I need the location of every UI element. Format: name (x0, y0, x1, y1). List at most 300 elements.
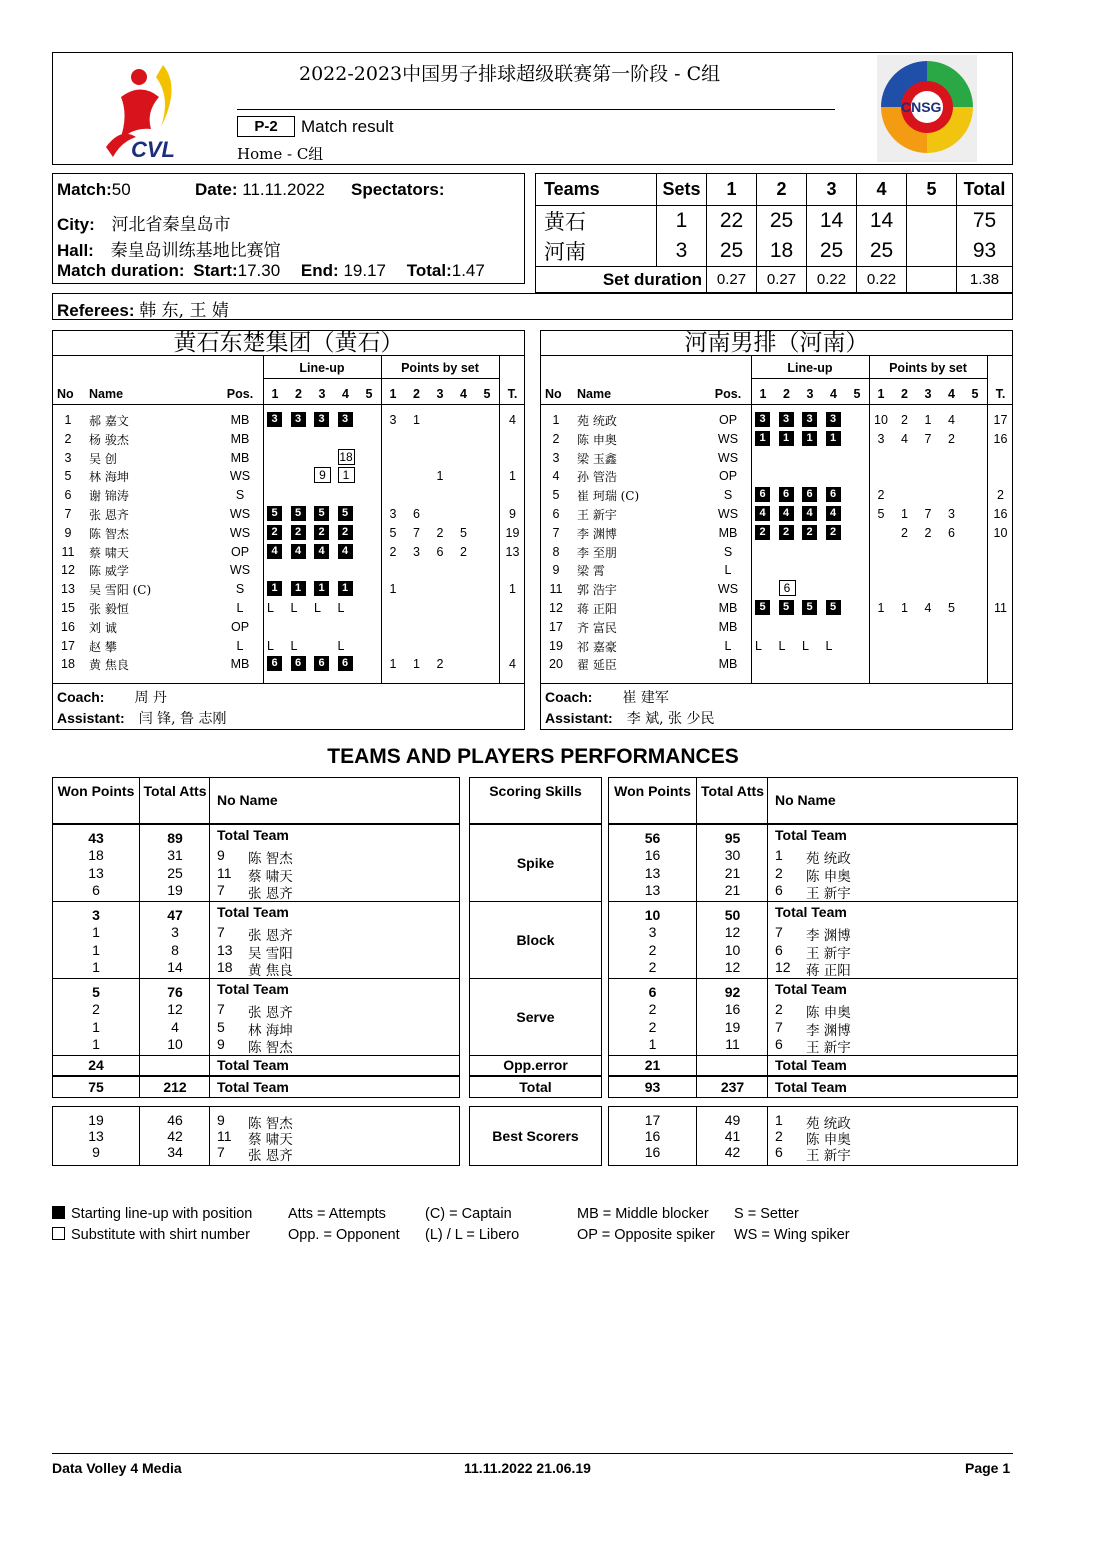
assistant-coach: Assistant: 闫 锋, 鲁 志刚 (57, 710, 227, 727)
points-by-set: 2 (901, 525, 908, 540)
player-total: 1 (509, 582, 516, 597)
lineup-start-box: 6 (826, 487, 841, 502)
player-position: MB (230, 450, 250, 465)
player-number: 5 (64, 469, 72, 484)
lineup-start-box: 4 (314, 544, 329, 559)
player-total-atts: 30 (724, 847, 741, 863)
lineup-start-box: 6 (338, 656, 353, 671)
points-by-set: 1 (924, 413, 932, 427)
player-position: WS (717, 507, 739, 521)
player-total: 10 (993, 525, 1008, 540)
title-rule (237, 109, 835, 110)
legend-atts: Atts = Attempts (288, 1206, 386, 1222)
lineup-libero: L (337, 601, 345, 615)
team-total-atts: 92 (724, 984, 741, 1000)
player-number: 9 (217, 847, 225, 863)
header-box (52, 52, 1013, 165)
scoring-skills-header: Scoring Skills (489, 783, 582, 799)
col-pos: Pos. (226, 387, 254, 401)
lineup-start-box: 3 (802, 412, 817, 427)
player-number: 9 (552, 563, 560, 578)
col-total: T. (995, 387, 1006, 401)
player-number: 1 (775, 847, 783, 863)
total-team-label: Total Team (775, 904, 847, 920)
sets-header: Sets (657, 174, 707, 206)
lineup-start-box: 4 (267, 544, 282, 559)
player-name: 林 海坤 (89, 470, 129, 485)
lineup-sub-box: 6 (779, 580, 796, 596)
player-number: 1 (552, 413, 560, 427)
team-won-points: 56 (644, 830, 661, 846)
player-number: 18 (61, 657, 75, 672)
player-number: 13 (61, 582, 75, 597)
lineup-start-box: 6 (755, 487, 770, 502)
score-table (535, 173, 1013, 293)
player-number: 7 (217, 1001, 225, 1017)
points-by-set: 4 (901, 431, 908, 446)
player-row (541, 467, 1014, 485)
best-scorer-atts: 34 (167, 1144, 183, 1160)
report-subtitle: Match result (301, 117, 394, 136)
player-row (53, 580, 526, 598)
player-number: 7 (64, 507, 72, 521)
player-total-atts: 10 (724, 941, 741, 958)
team-total-atts: 47 (167, 907, 183, 923)
cvl-logo (101, 57, 191, 162)
opp-error-value: 21 (644, 1057, 661, 1073)
player-total: 4 (509, 413, 516, 427)
player-won-points: 13 (88, 864, 104, 881)
points-by-set: 2 (877, 488, 885, 503)
cnsg-logo (873, 55, 981, 162)
player-number: 6 (775, 941, 783, 958)
score-row: 河南 3 25 18 25 25 93 (536, 236, 1013, 267)
player-row (541, 543, 1014, 561)
player-row (541, 599, 1014, 617)
player-row (53, 618, 526, 636)
teams-header: Teams (536, 174, 657, 206)
player-name: 张 恩齐 (248, 1005, 293, 1021)
player-row (53, 430, 526, 448)
spectators-label: Spectators: (351, 180, 445, 199)
opp-error-atts (139, 1055, 210, 1076)
player-name: 陈 申奥 (806, 868, 851, 885)
player-total-atts: 25 (167, 864, 183, 881)
lineup-start-box: 1 (826, 431, 841, 446)
lineup-start-box: 3 (314, 412, 329, 427)
player-position: WS (229, 525, 251, 540)
col-pos: Pos. (714, 387, 742, 401)
player-total: 16 (993, 431, 1008, 446)
points-by-set: 1 (413, 657, 420, 672)
player-name: 黄 焦良 (89, 658, 129, 673)
player-number: 5 (217, 1018, 225, 1035)
col-points-set: 2 (901, 387, 908, 401)
points-by-set: 2 (948, 431, 955, 446)
total-team-label: Total Team (217, 981, 289, 997)
lineup-start-box: 6 (802, 487, 817, 502)
points-by-set: 1 (413, 413, 420, 427)
player-won-points: 16 (644, 847, 661, 863)
team-total-atts: 76 (167, 984, 183, 1000)
points-by-set: 6 (436, 544, 444, 559)
player-number: 2 (64, 431, 72, 446)
player-name: 吴 创 (89, 451, 117, 466)
legend (52, 1206, 952, 1250)
player-name: 苑 统政 (806, 851, 851, 867)
player-position: WS (229, 507, 251, 521)
player-number: 12 (61, 563, 75, 578)
player-number: 12 (549, 601, 563, 615)
footer-right: Page 1 (965, 1460, 1011, 1476)
player-row (53, 655, 526, 673)
lineup-libero: L (337, 638, 345, 653)
player-number: 13 (217, 941, 233, 958)
player-position: S (723, 544, 733, 559)
total-team-label: Total Team (775, 827, 847, 843)
match-hall: Hall: 秦皇岛训练基地比赛馆 (57, 241, 281, 261)
best-scorer-number: 11 (217, 1128, 232, 1144)
player-total: 17 (993, 413, 1008, 427)
legend-starting: Starting line-up with position (52, 1206, 252, 1222)
player-won-points: 2 (92, 1001, 100, 1017)
player-position: OP (230, 544, 250, 559)
lineup-start-box: 1 (755, 431, 770, 446)
player-position: WS (717, 582, 739, 597)
legend-ws: WS = Wing spiker (734, 1227, 850, 1243)
lineup-start-box: 2 (338, 525, 353, 540)
team-total-atts: 89 (167, 830, 183, 846)
set-header: 4 (857, 174, 907, 206)
player-name: 翟 延臣 (577, 658, 617, 673)
best-scorer-name: 王 新宇 (806, 1148, 851, 1164)
player-row (541, 561, 1014, 579)
lineup-start-box: 1 (267, 581, 282, 596)
player-position: MB (230, 431, 250, 446)
player-number: 6 (64, 488, 72, 503)
player-name: 刘 诚 (89, 620, 117, 635)
player-position: L (724, 638, 732, 653)
score-row: 黄石 1 22 25 14 14 75 (536, 206, 1013, 237)
lineup-libero: L (755, 638, 762, 653)
player-row (541, 524, 1014, 542)
team-won-points: 5 (92, 984, 100, 1000)
best-scorer-atts: 42 (724, 1144, 741, 1160)
set-header: 2 (757, 174, 807, 206)
best-scorer-atts: 41 (724, 1128, 741, 1144)
player-position: WS (717, 450, 739, 465)
player-position: MB (230, 657, 250, 672)
player-total-atts: 14 (167, 959, 183, 975)
player-total: 4 (509, 657, 516, 672)
player-number: 11 (61, 544, 75, 559)
lineup-start-box: 1 (314, 581, 329, 596)
col-total: T. (507, 387, 518, 401)
player-name: 李 渊博 (806, 1022, 851, 1039)
player-name: 苑 统政 (577, 414, 617, 428)
player-position: S (235, 582, 245, 597)
lineup-start-box: 2 (826, 525, 841, 540)
lineup-header: Line-up (299, 361, 345, 375)
player-position: L (236, 638, 244, 653)
col-points-set: 3 (436, 387, 444, 401)
player-row (541, 580, 1014, 598)
legend-opp: Opp. = Opponent (288, 1227, 400, 1243)
lineup-start-box: 2 (267, 525, 282, 540)
match-duration: Match duration: Start:17.30 End: 19.17 Total:1.47 (57, 261, 485, 280)
player-name: 陈 智杰 (89, 526, 129, 541)
player-row (53, 411, 526, 429)
player-row (541, 486, 1014, 504)
player-name: 陈 申奥 (806, 1005, 851, 1021)
set-duration-row: Set duration 0.27 0.27 0.22 0.22 1.38 (536, 267, 1013, 293)
player-number: 19 (549, 638, 563, 653)
player-position: MB (718, 619, 738, 634)
won-points-header: Won Points (614, 783, 691, 799)
lineup-libero: L (290, 638, 298, 653)
player-name: 陈 智杰 (248, 1040, 293, 1056)
player-number: 18 (217, 959, 233, 975)
lineup-header: Line-up (787, 361, 833, 375)
total-atts-header: Total Atts (701, 783, 764, 799)
best-scorer-won: 16 (644, 1144, 661, 1160)
best-scorer-number: 7 (217, 1144, 225, 1160)
team-won-points: 6 (648, 984, 657, 1000)
lineup-libero: L (290, 601, 298, 615)
best-scorer-won: 13 (88, 1128, 104, 1144)
points-by-set: 3 (877, 431, 885, 446)
player-row (53, 505, 526, 523)
legend-captain: (C) = Captain (425, 1206, 512, 1222)
lineup-start-box: 3 (826, 412, 841, 427)
points-by-set: 2 (389, 544, 397, 559)
best-scorer-won: 16 (644, 1128, 661, 1144)
col-name: Name (577, 387, 612, 401)
player-row (541, 505, 1014, 523)
player-position: WS (229, 469, 251, 484)
player-number: 8 (552, 544, 560, 559)
player-position: S (235, 488, 245, 503)
player-row (541, 637, 1014, 655)
match-number: Match:50 (57, 180, 131, 199)
col-lineup-set: 5 (853, 387, 861, 401)
best-scorer-number: 6 (775, 1144, 783, 1160)
player-won-points: 1 (92, 941, 100, 958)
lineup-start-box: 4 (779, 506, 794, 521)
player-position: L (236, 601, 244, 615)
player-total-atts: 19 (724, 1018, 741, 1035)
player-won-points: 1 (648, 1036, 657, 1052)
player-position: WS (229, 563, 251, 578)
points-by-set: 1 (389, 657, 397, 672)
player-position: MB (230, 413, 250, 427)
best-scorer-atts: 42 (167, 1128, 183, 1144)
player-name: 李 渊博 (577, 526, 617, 541)
player-name: 王 新宇 (577, 508, 617, 522)
best-scorer-number: 1 (775, 1112, 783, 1128)
best-scorer-name: 苑 统政 (806, 1116, 851, 1132)
player-row (53, 524, 526, 542)
player-total: 13 (505, 544, 520, 559)
total-won-value: 75 (88, 1079, 104, 1095)
player-total-atts: 10 (167, 1036, 183, 1052)
player-name: 郭 浩宇 (577, 583, 617, 598)
best-scorer-won: 9 (92, 1144, 100, 1160)
skill-label: Spike (516, 855, 555, 871)
lineup-start-box: 5 (826, 600, 841, 615)
points-by-set: 2 (436, 525, 444, 540)
player-total: 2 (997, 488, 1004, 503)
player-won-points: 13 (644, 864, 661, 881)
total-team-label: Total Team (217, 904, 289, 920)
player-name: 黄 焦良 (248, 963, 293, 979)
player-position: S (723, 488, 733, 503)
total-label: Total (519, 1079, 552, 1095)
player-number: 17 (61, 638, 75, 653)
player-total-atts: 16 (724, 1001, 741, 1017)
lineup-libero: L (778, 638, 786, 653)
player-name: 赵 攀 (89, 639, 117, 654)
lineup-start-box: 3 (755, 412, 770, 427)
set-header: 5 (907, 174, 957, 206)
points-by-set: 1 (901, 601, 908, 615)
footer-left: Data Volley 4 Media (52, 1460, 182, 1476)
total-team-label: Total Team (217, 1079, 289, 1095)
player-name: 崔 珂瑞 (C) (577, 489, 640, 504)
player-name: 蔡 啸天 (89, 545, 129, 560)
lineup-start-box: 4 (802, 506, 817, 521)
col-points-set: 1 (877, 387, 885, 401)
player-name: 王 新宇 (806, 886, 851, 902)
lineup-start-box: 5 (314, 506, 329, 521)
player-number: 4 (552, 469, 560, 484)
team-won-points: 3 (92, 907, 100, 923)
match-date: Date: 11.11.2022 (195, 180, 325, 199)
points-by-set: 7 (924, 431, 932, 446)
player-name: 王 新宇 (806, 1040, 851, 1056)
opp-error-label: Opp.error (503, 1057, 568, 1073)
player-won-points: 6 (92, 882, 100, 898)
lineup-start-box: 6 (291, 656, 306, 671)
lineup-start-box: 1 (338, 581, 353, 596)
player-number: 9 (64, 525, 72, 540)
col-lineup-set: 3 (318, 387, 326, 401)
player-row (53, 637, 526, 655)
points-by-set: 2 (901, 413, 908, 427)
points-by-set: 7 (413, 525, 420, 540)
player-row (53, 599, 526, 617)
lineup-start-box: 6 (314, 656, 329, 671)
player-number: 6 (552, 507, 560, 521)
player-position: MB (718, 657, 738, 672)
player-total-atts: 21 (724, 864, 741, 881)
player-number: 2 (775, 864, 783, 881)
player-number: 3 (64, 450, 72, 465)
player-number: 6 (775, 882, 783, 898)
lineup-start-box: 3 (267, 412, 282, 427)
best-scorer-name: 陈 申奥 (806, 1132, 851, 1148)
player-number: 7 (775, 924, 783, 940)
player-won-points: 1 (92, 1018, 100, 1035)
lineup-start-box: 4 (338, 544, 353, 559)
player-total: 9 (509, 507, 516, 521)
player-position: OP (718, 469, 738, 484)
lineup-start-box: 3 (779, 412, 794, 427)
player-won-points: 2 (648, 1018, 657, 1035)
lineup-sub-box: 9 (314, 467, 331, 483)
player-position: OP (718, 413, 738, 427)
cnsg-logo-text: CNSG (901, 99, 942, 115)
points-by-set: 5 (877, 507, 885, 521)
lineup-libero: L (267, 638, 274, 653)
points-by-set: 3 (948, 507, 955, 521)
col-points-set: 5 (971, 387, 979, 401)
best-scorer-won: 19 (88, 1112, 104, 1128)
player-name: 梁 玉鑫 (577, 451, 617, 466)
total-header: Total (957, 174, 1013, 206)
player-name: 祁 嘉豪 (577, 639, 617, 654)
team-total-atts: 50 (724, 907, 741, 923)
player-number: 5 (552, 488, 560, 503)
player-name: 郝 嘉文 (89, 414, 129, 428)
coach: Coach: 崔 建军 (545, 689, 669, 706)
col-points-set: 4 (948, 387, 955, 401)
legend-op: OP = Opposite spiker (577, 1227, 715, 1243)
player-row (541, 449, 1014, 467)
lineup-start-box: 5 (267, 506, 282, 521)
points-by-set: 5 (460, 525, 467, 540)
player-total-atts: 3 (171, 924, 179, 940)
col-lineup-set: 1 (271, 387, 279, 401)
player-number: 7 (217, 882, 225, 898)
player-total-atts: 12 (724, 959, 741, 975)
player-total: 1 (509, 469, 516, 484)
lineup-libero: L (825, 638, 833, 653)
lineup-start-box: 1 (802, 431, 817, 446)
col-points-set: 5 (483, 387, 491, 401)
col-name: Name (89, 387, 124, 401)
col-lineup-set: 1 (759, 387, 767, 401)
team-name: 河南男排（河南） (541, 331, 1012, 356)
player-name: 蔡 啸天 (248, 868, 293, 885)
best-scorer-number: 2 (775, 1128, 783, 1144)
points-by-set: 3 (413, 544, 420, 559)
player-row (53, 467, 526, 485)
col-lineup-set: 2 (295, 387, 302, 401)
best-scorer-atts: 49 (724, 1112, 741, 1128)
player-total: 11 (994, 601, 1007, 615)
player-name: 吴 雪阳 (C) (89, 583, 152, 598)
col-lineup-set: 3 (806, 387, 814, 401)
col-lineup-set: 4 (342, 387, 349, 401)
team-won-points: 43 (88, 830, 104, 846)
lineup-start-box: 5 (291, 506, 306, 521)
legend-libero: (L) / L = Libero (425, 1227, 520, 1243)
points-by-set: 2 (436, 657, 444, 672)
lineup-start-box: 3 (291, 412, 306, 427)
player-position: WS (717, 431, 739, 446)
player-row (541, 618, 1014, 636)
total-team-label: Total Team (217, 827, 289, 843)
player-position: OP (230, 619, 250, 634)
player-total-atts: 31 (167, 847, 183, 863)
group-label: Home - C组 (237, 145, 324, 163)
lineup-start-box: 4 (826, 506, 841, 521)
player-won-points: 1 (92, 1036, 100, 1052)
player-name: 蒋 正阳 (806, 963, 851, 979)
best-scorer-name: 蔡 啸天 (248, 1132, 293, 1148)
player-position: MB (718, 525, 738, 540)
